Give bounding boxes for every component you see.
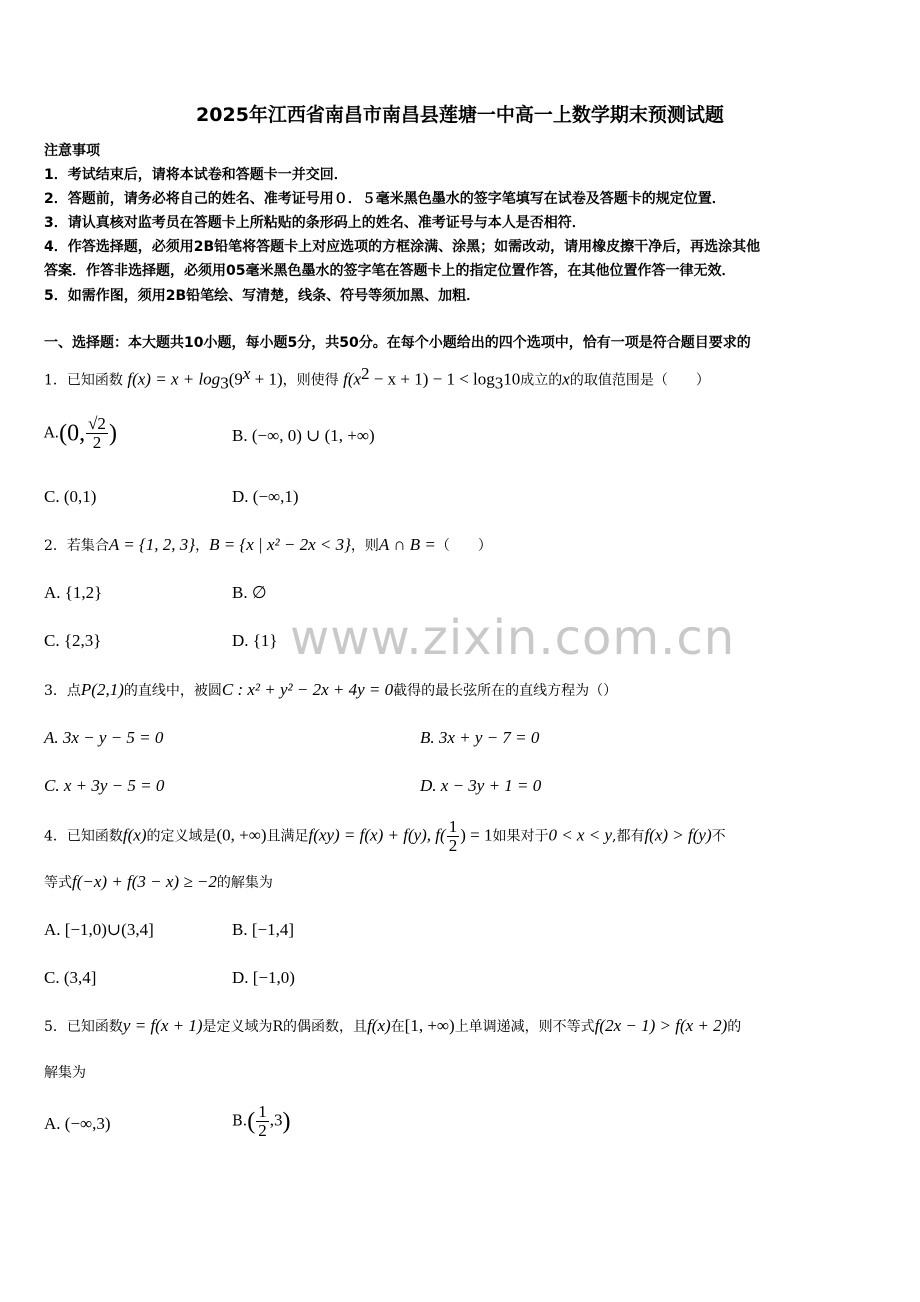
notice-item: 答案．作答非选择题，必须用05毫米黑色墨水的签字笔在答题卡上的指定位置作答，在其他位置作答一律无效．: [44, 263, 736, 279]
q4-option-b[interactable]: B. [−1,4]: [232, 920, 294, 939]
notice-item: 5．如需作图，须用2B铅笔绘、写清楚，线条、符号等须加黑、加粗．: [44, 288, 481, 304]
question-3-stem: 3．点P(2,1)的直线中，被圆C : x² + y² − 2x + 4y = 0截得的最长弦所在的直线方程为（）: [44, 680, 618, 699]
q2-option-a[interactable]: A. {1,2}: [44, 583, 103, 602]
question-5-stem: 5．已知函数y = f(x + 1)是定义域为R的偶函数，且f(x)在[1, +∞)上单调递减，则不等式f(2x − 1) > f(x + 2)的: [44, 1016, 742, 1035]
question-4-stem-line2: 等式f(−x) + f(3 − x) ≥ −2的解集为: [44, 872, 273, 891]
page-title: 2025年江西省南昌市南昌县莲塘一中高一上数学期末预测试题: [196, 104, 724, 126]
question-5-stem-line2: 解集为: [44, 1065, 86, 1081]
notice-item: 3．请认真核对监考员在答题卡上所粘贴的条形码上的姓名、准考证号与本人是否相符．: [44, 215, 586, 231]
q3-option-c[interactable]: C. x + 3y − 5 = 0: [44, 776, 165, 795]
q2-option-d[interactable]: D. {1}: [232, 631, 278, 650]
q4-option-d[interactable]: D. [−1,0): [232, 968, 295, 987]
q1-option-a[interactable]: A.(0, $\frac{√2}{2}$ ): [44, 414, 117, 452]
q1-option-c[interactable]: C. (0,1): [44, 487, 97, 506]
q4-option-a[interactable]: A. [−1,0)∪(3,4]: [44, 920, 154, 939]
q5-option-a[interactable]: A. (−∞,3): [44, 1114, 111, 1133]
q5-option-b[interactable]: B.( $\frac{1}{2}$ ,3): [232, 1102, 291, 1140]
notice-heading: 注意事项: [44, 143, 100, 159]
question-4-stem: 4．已知函数f(x)的定义域是(0, +∞)且满足f(xy) = f(x) + f(y), f( $\frac{1}{2}$ ) = 1如果对于0 < x < y,都有f(x) > f(y)不: [44, 817, 726, 855]
q4-option-c[interactable]: C. (3,4]: [44, 968, 97, 987]
watermark: www.zixin.com.cn: [290, 610, 736, 666]
q2-option-c[interactable]: C. {2,3}: [44, 631, 102, 650]
q2-option-b[interactable]: B. ∅: [232, 583, 267, 602]
question-2-stem: 2．若集合A = {1, 2, 3}，B = {x | x² − 2x < 3}，则A ∩ B =（ ）: [44, 535, 492, 554]
notice-item: 2．答题前，请务必将自己的姓名、准考证号用０．５毫米黑色墨水的签字笔填写在试卷及答题卡的规定位置．: [44, 191, 726, 207]
q3-option-d[interactable]: D. x − 3y + 1 = 0: [420, 776, 542, 795]
notice-item: 1．考试结束后，请将本试卷和答题卡一并交回．: [44, 167, 348, 183]
notice-item: 4．作答选择题，必须用2B铅笔将答题卡上对应选项的方框涂满、涂黑；如需改动，请用橡皮擦干净后，再选涂其他: [44, 239, 761, 255]
section-heading: 一、选择题：本大题共10小题，每小题5分，共50分。在每个小题给出的四个选项中，恰有一项是符合题目要求的: [44, 335, 751, 351]
q3-option-a[interactable]: A. 3x − y − 5 = 0: [44, 728, 164, 747]
q1-option-b[interactable]: B. (−∞, 0) ∪ (1, +∞): [232, 426, 375, 445]
question-1-stem: 1．已知函数 $f(x) = x + \log_3(9^x + 1)$，则使得 $f(x^2 - x + 1) - 1 < \log_310$成立的x的取值范围是（ ）: [44, 364, 710, 393]
q1-option-d[interactable]: D. (−∞,1): [232, 487, 299, 506]
q3-option-b[interactable]: B. 3x + y − 7 = 0: [420, 728, 540, 747]
